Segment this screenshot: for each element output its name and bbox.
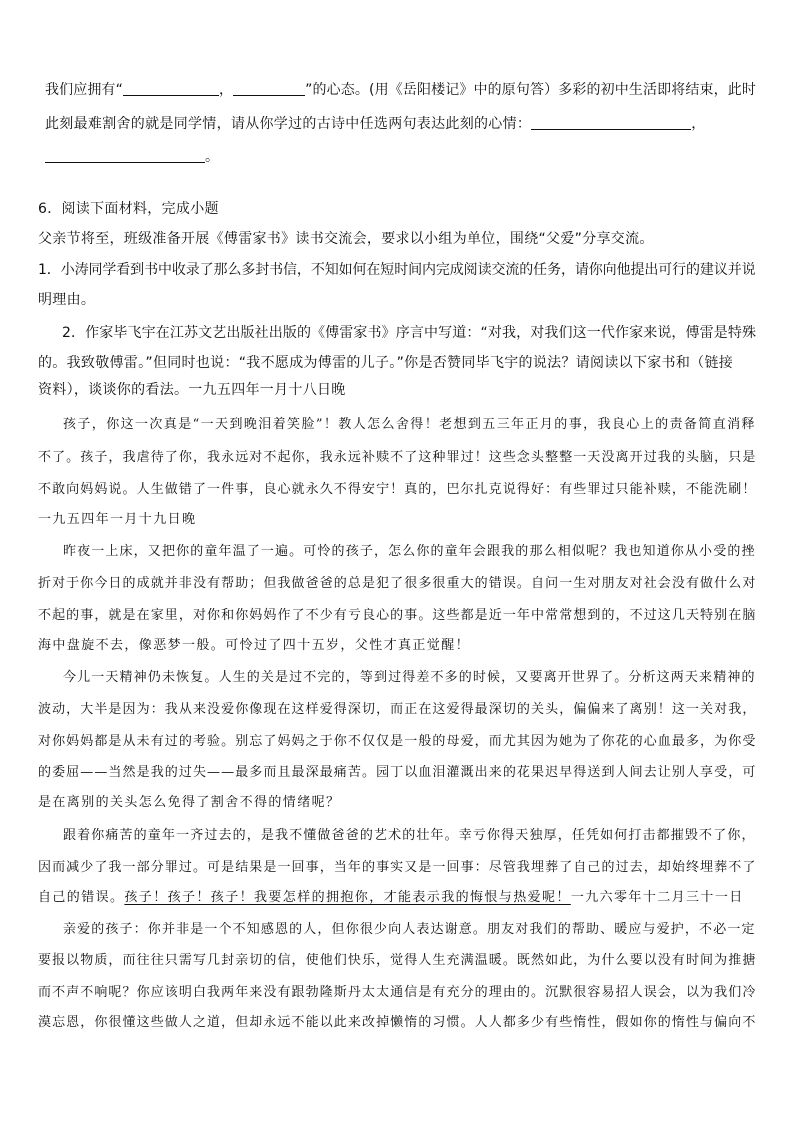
answer-blank[interactable] (531, 115, 691, 130)
letter-line: 不了。孩子，我虐待了你，我永远对不起你，我永远补赎不了这种罪过！这些念头整整一天没离开过我的头脑，只是 (38, 450, 757, 465)
letter-line: 孩子，你这一次真是“一天到晚泪着笑脸”！教人怎么舍得！老想到五三年正月的事，我良心上的责备简直消释 (63, 417, 756, 432)
letter-line: 的委屈——当然是我的过失——最多而且最深最痛苦。园丁以血泪灌溉出来的花果迟早得送到人间去让别人享受，可 (38, 765, 757, 780)
letter-date: 一九五四年一月十九日晚 (38, 512, 197, 527)
letter-line: 不敢向妈妈说。人生做错了一件事，良心就永久不得安宁！真的，巴尔扎克说得好：有些罪过只能补赎，不能洗刷！ (38, 482, 757, 497)
answer-blank[interactable] (123, 81, 219, 96)
q6-subquestion-1-cont: 明理由。 (38, 292, 96, 308)
letter-line: 要报以物质，而往往只需写几封亲切的信，使他们快乐，觉得人生充满温暖。既然如此，为什么要以没有时间为推搪 (38, 953, 757, 968)
letter-line: 不起的事，就是在家里，对你和你妈妈作了不少有亏良心的事。这些都是近一年中常常想到的，不过这几天特别在脑 (38, 608, 757, 623)
letter-line: 亲爱的孩子：你并非是一个不知感恩的人，但你很少向人表达谢意。朋友对我们的帮助、暖应与爱护，不必一定 (63, 922, 756, 937)
letter-line: 海中盘旋不去，像恶梦一般。可怜过了四十五岁，父性才真正觉醒！ (38, 638, 471, 653)
q5-text: ， (219, 82, 234, 98)
q6-subquestion-2-cont: 资料），谈谈你的看法。一九五四年一月十八日晚 (38, 382, 346, 398)
letter-line: 对你妈妈都是从未有过的考验。别忘了妈妈之于你不仅仅是一般的母爱，而尤其因为她为了你花的心血最多，为你受 (38, 734, 757, 749)
letter-line: 波动，大半是因为：我从来没爱你像现在这样爱得深切，而正在这爱得最深切的关头，偏偏来了离别！这一关对我， (38, 702, 757, 717)
q5-line-1 (45, 80, 756, 100)
q6-title: 6．阅读下面材料，完成小题 (38, 201, 219, 217)
letter-line: 折对于你今日的成就并非没有帮助；但我做爸爸的总是犯了很多很重大的错误。自问一生对朋友对社会没有做什么对 (38, 576, 757, 591)
letter-line: 而不声不响呢？你应该明白我两年来没有跟勃隆斯丹太太通信是有充分的理由的。沉默很容易招人误会，以为我们冷 (38, 985, 757, 1000)
q5-line-2 (45, 114, 706, 134)
q6-intro: 父亲节将至，班级准备开展《傅雷家书》读书交流会，要求以小组为单位，围绕“父爱”分享交流。 (38, 231, 654, 247)
letter-text: 自己的错误。 (38, 890, 125, 905)
q5-text: 。 (205, 149, 220, 165)
q6-subquestion-2-cont: 的。我致敬傅雷。”但同时也说：“我不愿成为傅雷的儿子。”你是否赞同毕飞宇的说法？请阅读以下家书和（链接 (38, 355, 734, 371)
answer-blank[interactable] (233, 81, 305, 96)
answer-blank[interactable] (45, 148, 205, 163)
letter-line: 昨夜一上床，又把你的童年温了一遍。可怜的孩子，怎么你的童年会跟我的那么相似呢？我也知道你从小受的挫 (63, 544, 756, 559)
q5-text: ， (691, 116, 706, 132)
q5-text: 我们应拥有“ (45, 82, 124, 98)
letter-date: 一九六零年十二月三十一日 (570, 890, 744, 905)
letter-line: 漠忘恩，你很懂这些做人之道，但却永远不能以此来改掉懒惰的习惯。人人都多少有些惰性，假如你的惰性与偏向不 (38, 1015, 757, 1030)
q5-text: ”的心态。(用《岳阳楼记》中的原句答）多彩的初中生活即将结束，此时 (305, 82, 756, 98)
letter-line: 是在离别的关头怎么免得了割舍不得的情绪呢？ (38, 795, 341, 810)
letter-line (38, 888, 744, 908)
q6-subquestion-1: 1．小涛同学看到书中收录了那么多封书信，不知如何在短时间内完成阅读交流的任务，请你向他提出可行的建议并说 (38, 262, 756, 278)
q5-line-3 (45, 147, 219, 167)
q6-subquestion-2: 2．作家毕飞宇在江苏文艺出版社出版的《傅雷家书》序言中写道：“对我，对我们这一代作家来说，傅雷是特殊 (62, 325, 757, 341)
q5-text: 此刻最难割舍的就是同学情，请从你学过的古诗中任选两句表达此刻的心情： (45, 116, 532, 132)
underlined-sentence: 孩子！孩子！孩子！我要怎样的拥抱你，才能表示我的悔恨与热爱呢！ (124, 890, 571, 905)
letter-line: 跟着你痛苦的童年一齐过去的，是我不懂做爸爸的艺术的壮年。幸亏你得天独厚，任凭如何打击都摧毁不了你， (63, 828, 756, 843)
letter-line: 今儿一天精神仍未恢复。人生的关是过不完的，等到过得差不多的时候，又要离开世界了。分析这两天来精神的 (63, 670, 756, 685)
letter-line: 因而减少了我一部分罪过。可是结果是一回事，当年的事实又是一回事：尽管我埋葬了自己的过去，却始终埋葬不了 (38, 860, 757, 875)
